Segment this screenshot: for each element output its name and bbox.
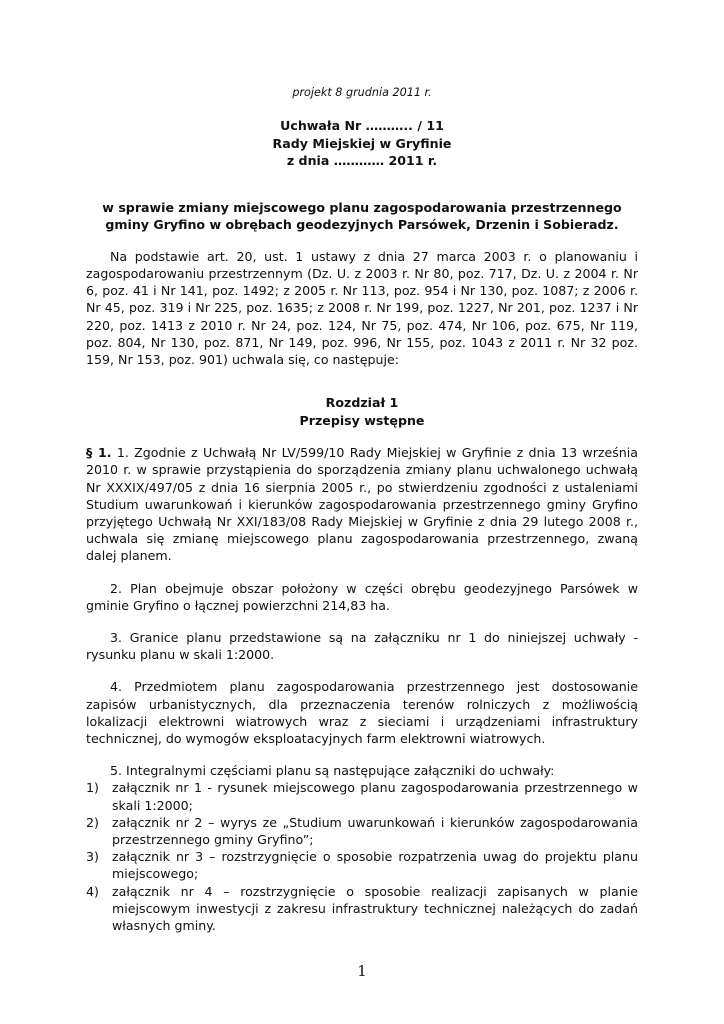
list-item-text: załącznik nr 3 – rozstrzygnięcie o sposobie rozpatrzenia uwag do projektu planu miejscowego; xyxy=(112,849,638,882)
list-item-text: załącznik nr 4 – rozstrzygnięcie o sposobie realizacji zapisanych w planie miejscowym inwestycji z zakresu infrastruktury technicznej należących do zadań własnych gminy. xyxy=(112,883,638,933)
section-mark: § 1. xyxy=(86,445,112,461)
legal-basis-paragraph: Na podstawie art. 20, ust. 1 ustawy z dnia 27 marca 2003 r. o planowaniu i zagospodarowaniu przestrzennym (Dz. U. z 2003 r. Nr 80, poz. 717, Dz. U. z 2004 r. Nr 6, poz. 41 i Nr 141, poz. 1492; z 2005 r. Nr 113, poz. 954 i Nr 130, poz. 1087; z 2006 r. Nr 45, poz. 319 i Nr 225, poz. 1635; z 2008 r. Nr 199, poz. 1227, Nr 201, poz. 1237 i Nr 220, poz. 1413 z 2010 r. Nr 24, poz. 124, Nr 75, poz. 474, Nr 106, poz. 675, Nr 119, poz. 804, Nr 130, poz. 871, Nr 149, poz. 996, Nr 155, poz. 1043 z 2011 r. Nr 32 poz. 159, Nr 153, poz. 901) uchwala się, co następuje: xyxy=(86,248,638,367)
resolution-number: Uchwała Nr ……….. / 11 xyxy=(280,118,444,134)
chapter-heading xyxy=(86,394,638,429)
section-1-paragraph-1 xyxy=(86,444,638,564)
chapter-subtitle: Przepisy wstępne xyxy=(299,412,425,428)
section-1-paragraph-1-text: 1. Zgodnie z Uchwałą Nr LV/599/10 Rady Miejskiej w Gryfinie z dnia 13 września 2010 r. w sprawie przystąpienia do sporządzenia zmiany planu uchwalonego uchwałą Nr XXXIX/497/05 z dnia 16 sierpnia 2005 r., po stwierdzeniu zgodności z ustaleniami Studium uwarunkowań i kierunków zagospodarowania przestrzennego gminy Gryfino przyjętego Uchwałą Nr XXI/183/08 Rady Miejskiej w Gryfinie z dnia 29 lutego 2008 r., uchwala się zmianę miejscowego planu zagospodarowania przestrzennego, zwaną dalej planem. xyxy=(86,445,638,564)
list-item-number: 1) xyxy=(86,780,99,796)
list-item xyxy=(86,814,638,848)
resolution-title xyxy=(86,117,638,170)
council-name: Rady Miejskiej w Gryfinie xyxy=(272,135,452,151)
section-1-paragraph-4: 4. Przedmiotem planu zagospodarowania przestrzennego jest dostosowanie zapisów urbanistycznych, dla przeznaczenia terenów rolniczych z możliwością lokalizacji elektrowni wiatrowych wraz z sieciami i urządzeniami infrastruktury technicznej, do wymogów eksploatacyjnych farm elektrowni wiatrowych. xyxy=(86,679,638,746)
list-item xyxy=(86,848,638,882)
resolution-date: z dnia ………… 2011 r. xyxy=(286,153,438,169)
list-item-number: 3) xyxy=(86,849,99,865)
list-item-text: załącznik nr 1 - rysunek miejscowego planu zagospodarowania przestrzennego w skali 1:2000; xyxy=(112,780,638,813)
section-1-paragraph-5-intro: 5. Integralnymi częściami planu są następujące załączniki do uchwały: xyxy=(110,763,555,779)
list-item-number: 4) xyxy=(86,883,99,899)
section-1-paragraph-3: 3. Granice planu przedstawione są na załączniku nr 1 do niniejszej uchwały - rysunku planu w skali 1:2000. xyxy=(86,629,638,663)
list-item xyxy=(86,779,638,813)
chapter-title: Rozdział 1 xyxy=(325,395,399,411)
page-number: 1 xyxy=(357,962,367,980)
section-1-paragraph-2: 2. Plan obejmuje obszar położony w części obrębu geodezyjnego Parsówek w gminie Gryfino o łącznej powierzchni 214,83 ha. xyxy=(86,580,638,613)
list-item-number: 2) xyxy=(86,814,99,830)
attachments-list xyxy=(86,779,638,934)
draft-note: projekt 8 grudnia 2011 r. xyxy=(292,86,432,99)
document-content xyxy=(86,84,638,934)
resolution-subject: w sprawie zmiany miejscowego planu zagospodarowania przestrzennego gminy Gryfino w obrębach geodezyjnych Parsówek, Drzenin i Sobieradz. xyxy=(102,199,622,233)
list-item-text: załącznik nr 2 – wyrys ze „Studium uwarunkowań i kierunków zagospodarowania przestrzennego gminy Gryfino”; xyxy=(112,814,638,847)
list-item xyxy=(86,883,638,935)
